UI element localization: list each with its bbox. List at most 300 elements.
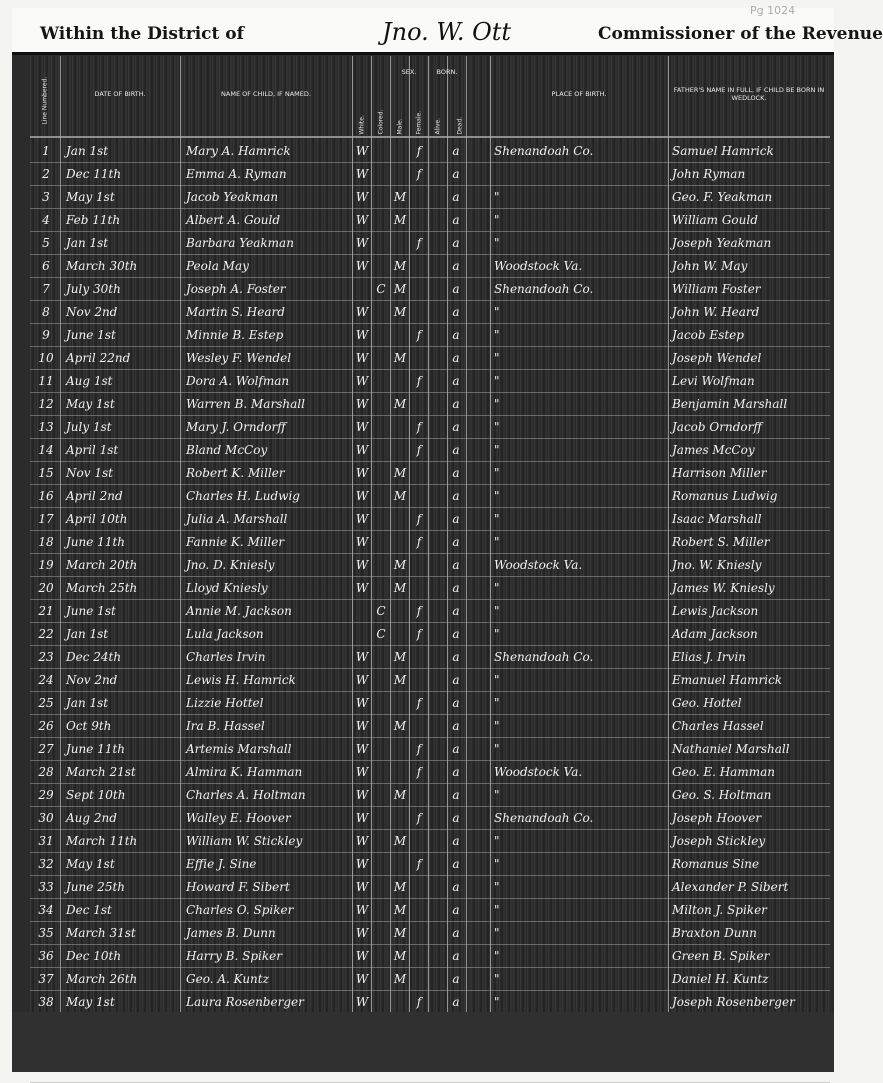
child-name: Bland McCoy: [186, 443, 268, 457]
line-number: 31: [38, 834, 54, 848]
alive-mark: a: [452, 903, 460, 917]
date-of-birth: June 11th: [66, 742, 126, 756]
table-row: [30, 485, 830, 508]
female-mark: f: [416, 696, 422, 710]
father-name-header: FATHER'S NAME IN FULL, IF CHILD BE BORN IN WEDLOCK.: [673, 86, 825, 102]
date-of-birth: June 1st: [66, 328, 116, 342]
father-name: Samuel Hamrick: [672, 144, 774, 158]
father-name: Benjamin Marshall: [672, 397, 788, 411]
child-name: Martin S. Heard: [186, 305, 285, 319]
alive-mark: a: [452, 167, 460, 181]
white-mark: W: [355, 788, 369, 802]
colored-header: Colored.: [377, 109, 385, 135]
place-of-birth: ": [494, 420, 500, 434]
date-of-birth: Feb 11th: [66, 213, 121, 227]
table-row: [30, 853, 830, 876]
date-of-birth: Sept 10th: [66, 788, 126, 802]
child-name: Geo. A. Kuntz: [186, 972, 269, 986]
male-mark: M: [393, 259, 407, 273]
female-mark: f: [416, 627, 422, 641]
male-mark: M: [393, 466, 407, 480]
dead-header: Dead.: [456, 116, 464, 135]
child-name: Harry B. Spiker: [186, 949, 282, 963]
place-of-birth: Shenandoah Co.: [494, 811, 594, 825]
place-of-birth: ": [494, 604, 500, 618]
alive-mark: a: [452, 673, 460, 687]
father-name: James W. Kniesly: [672, 581, 775, 595]
line-number: 30: [38, 811, 54, 825]
male-mark: M: [393, 489, 407, 503]
father-name: Robert S. Miller: [672, 535, 770, 549]
father-name: Joseph Rosenberger: [672, 995, 795, 1009]
father-name: Geo. S. Holtman: [672, 788, 772, 802]
child-name: Mary A. Hamrick: [186, 144, 291, 158]
line-number: 24: [38, 673, 54, 687]
place-of-birth: ": [494, 581, 500, 595]
line-number: 9: [42, 328, 50, 342]
child-name: Jacob Yeakman: [186, 190, 279, 204]
male-mark: M: [393, 397, 407, 411]
male-mark: M: [393, 673, 407, 687]
alive-mark: a: [452, 765, 460, 779]
line-number: 22: [38, 627, 54, 641]
child-name: Artemis Marshall: [186, 742, 292, 756]
child-name: Howard F. Sibert: [186, 880, 290, 894]
date-of-birth: Nov 1st: [66, 466, 113, 480]
table-row: [30, 209, 830, 232]
white-mark: W: [355, 466, 369, 480]
date-of-birth: Aug 1st: [66, 374, 113, 388]
male-mark: M: [393, 190, 407, 204]
date-of-birth: Jan 1st: [66, 144, 109, 158]
place-of-birth: Woodstock Va.: [494, 259, 583, 273]
white-mark: W: [355, 742, 369, 756]
child-name: Julia A. Marshall: [186, 512, 288, 526]
date-of-birth: Jan 1st: [66, 696, 109, 710]
female-mark: f: [416, 167, 422, 181]
father-name: Jacob Orndorff: [672, 420, 762, 434]
place-of-birth: ": [494, 535, 500, 549]
father-name: Geo. Hottel: [672, 696, 742, 710]
table-row: [30, 439, 830, 462]
father-name: Levi Wolfman: [672, 374, 755, 388]
date-of-birth: Jan 1st: [66, 236, 109, 250]
father-name: Daniel H. Kuntz: [672, 972, 769, 986]
child-name: Albert A. Gould: [186, 213, 281, 227]
table-row: [30, 830, 830, 853]
father-name: Elias J. Irvin: [672, 650, 746, 664]
child-name: Charles Irvin: [186, 650, 266, 664]
female-mark: f: [416, 857, 422, 871]
table-row: [30, 324, 830, 347]
father-name: Braxton Dunn: [672, 926, 757, 940]
date-of-birth: March 21st: [66, 765, 136, 779]
place-of-birth: ": [494, 512, 500, 526]
female-mark: f: [416, 811, 422, 825]
line-number: 12: [38, 397, 54, 411]
place-of-birth: ": [494, 627, 500, 641]
place-of-birth: ": [494, 788, 500, 802]
table-row: [30, 278, 830, 301]
place-of-birth: ": [494, 236, 500, 250]
child-name: Charles O. Spiker: [186, 903, 294, 917]
table-row: [30, 393, 830, 416]
date-of-birth: Dec 11th: [66, 167, 122, 181]
male-mark: M: [393, 880, 407, 894]
date-of-birth: Dec 10th: [66, 949, 122, 963]
table-row: [30, 531, 830, 554]
line-number: 20: [38, 581, 54, 595]
child-name: Dora A. Wolfman: [186, 374, 290, 388]
father-name: John W. May: [672, 259, 748, 273]
white-mark: W: [355, 443, 369, 457]
father-name: Milton J. Spiker: [672, 903, 767, 917]
alive-mark: a: [452, 374, 460, 388]
white-mark: W: [355, 259, 369, 273]
child-name: Lewis H. Hamrick: [186, 673, 296, 687]
table-row: [30, 232, 830, 255]
colored-mark: C: [376, 282, 386, 296]
female-mark: f: [416, 420, 422, 434]
child-name: Wesley F. Wendel: [186, 351, 292, 365]
date-of-birth: June 1st: [66, 604, 116, 618]
line-number: 7: [42, 282, 50, 296]
alive-mark: a: [452, 558, 460, 572]
white-mark: W: [355, 535, 369, 549]
alive-mark: a: [452, 857, 460, 871]
place-of-birth: ": [494, 213, 500, 227]
line-number: 28: [38, 765, 54, 779]
line-number: 6: [42, 259, 50, 273]
date-of-birth: April 2nd: [66, 489, 123, 503]
table-row: [30, 255, 830, 278]
line-number: 27: [38, 742, 54, 756]
date-of-birth: Nov 2nd: [66, 673, 118, 687]
date-of-birth: March 25th: [66, 581, 138, 595]
table-row: [30, 646, 830, 669]
alive-mark: a: [452, 834, 460, 848]
white-mark: W: [355, 420, 369, 434]
date-of-birth: March 20th: [66, 558, 138, 572]
child-name: Peola May: [186, 259, 249, 273]
table-row: [30, 508, 830, 531]
alive-mark: a: [452, 972, 460, 986]
table-row: [30, 922, 830, 945]
table-row: [30, 968, 830, 991]
child-name: Lula Jackson: [186, 627, 264, 641]
alive-mark: a: [452, 144, 460, 158]
line-number: 2: [42, 167, 50, 181]
child-name: Annie M. Jackson: [186, 604, 292, 618]
child-name: Charles A. Holtman: [186, 788, 306, 802]
father-name: Nathaniel Marshall: [672, 742, 790, 756]
child-name: Fannie K. Miller: [186, 535, 285, 549]
child-name: Effie J. Sine: [186, 857, 257, 871]
line-number: 36: [38, 949, 54, 963]
date-of-birth: July 1st: [66, 420, 112, 434]
alive-mark: a: [452, 259, 460, 273]
place-of-birth: ": [494, 443, 500, 457]
line-number: 4: [42, 213, 50, 227]
date-of-birth: May 1st: [66, 857, 115, 871]
child-name: Ira B. Hassel: [186, 719, 265, 733]
alive-mark: a: [452, 466, 460, 480]
table-row: [30, 784, 830, 807]
alive-mark: a: [452, 742, 460, 756]
father-name: Isaac Marshall: [672, 512, 762, 526]
child-name: Lloyd Kniesly: [186, 581, 268, 595]
born-header: BORN.: [436, 68, 458, 76]
female-mark: f: [416, 512, 422, 526]
father-name: John W. Heard: [672, 305, 760, 319]
female-mark: f: [416, 765, 422, 779]
date-of-birth: Dec 1st: [66, 903, 112, 917]
line-number: 21: [38, 604, 54, 618]
male-mark: M: [393, 972, 407, 986]
white-mark: W: [355, 903, 369, 917]
line-number: 23: [38, 650, 54, 664]
place-of-birth: ": [494, 305, 500, 319]
father-name: Charles Hassel: [672, 719, 764, 733]
line-number: 1: [42, 144, 50, 158]
alive-mark: a: [452, 535, 460, 549]
table-row: [30, 163, 830, 186]
place-of-birth: Shenandoah Co.: [494, 282, 594, 296]
table-row: [30, 692, 830, 715]
place-of-birth: ": [494, 834, 500, 848]
father-name: Lewis Jackson: [672, 604, 759, 618]
line-number: 29: [38, 788, 54, 802]
child-name: Lizzie Hottel: [186, 696, 264, 710]
male-mark: M: [393, 903, 407, 917]
place-of-birth: ": [494, 351, 500, 365]
alive-mark: a: [452, 397, 460, 411]
table-row: [30, 186, 830, 209]
date-of-birth: March 11th: [66, 834, 138, 848]
white-mark: W: [355, 696, 369, 710]
line-number: 8: [42, 305, 50, 319]
male-mark: M: [393, 949, 407, 963]
white-mark: W: [355, 144, 369, 158]
alive-mark: a: [452, 351, 460, 365]
table-row: [30, 945, 830, 968]
female-mark: f: [416, 535, 422, 549]
place-of-birth: ": [494, 949, 500, 963]
corner-note: Pg 1024: [750, 4, 796, 17]
father-name: William Gould: [672, 213, 758, 227]
male-mark: M: [393, 351, 407, 365]
father-name: Joseph Stickley: [672, 834, 766, 848]
place-of-birth: ": [494, 857, 500, 871]
white-mark: W: [355, 834, 369, 848]
date-of-birth: June 11th: [66, 535, 126, 549]
top-rule: [12, 52, 834, 55]
alive-header: Alive.: [434, 117, 442, 135]
male-mark: M: [393, 305, 407, 319]
table-row: [30, 738, 830, 761]
white-mark: W: [355, 397, 369, 411]
white-mark: W: [355, 190, 369, 204]
white-mark: W: [355, 719, 369, 733]
white-mark: W: [355, 765, 369, 779]
date-of-birth: April 1st: [66, 443, 119, 457]
place-of-birth: ": [494, 489, 500, 503]
line-number: 3: [42, 190, 50, 204]
place-of-birth: ": [494, 328, 500, 342]
child-name: Barbara Yeakman: [186, 236, 294, 250]
female-mark: f: [416, 144, 422, 158]
father-name: Green B. Spiker: [672, 949, 770, 963]
white-mark: W: [355, 305, 369, 319]
alive-mark: a: [452, 949, 460, 963]
alive-mark: a: [452, 926, 460, 940]
male-mark: M: [393, 213, 407, 227]
line-number: 37: [38, 972, 54, 986]
white-mark: W: [355, 811, 369, 825]
child-name: Joseph A. Foster: [186, 282, 286, 296]
child-name: Minnie B. Estep: [186, 328, 284, 342]
place-of-birth-header: PLACE OF BIRTH.: [551, 90, 607, 98]
white-mark: W: [355, 236, 369, 250]
white-mark: W: [355, 926, 369, 940]
child-name: William W. Stickley: [186, 834, 303, 848]
female-mark: f: [416, 742, 422, 756]
white-mark: W: [355, 328, 369, 342]
alive-mark: a: [452, 788, 460, 802]
white-mark: W: [355, 489, 369, 503]
line-number: 34: [38, 903, 54, 917]
date-of-birth: April 10th: [66, 512, 128, 526]
white-mark: W: [355, 581, 369, 595]
alive-mark: a: [452, 305, 460, 319]
table-row: [30, 807, 830, 830]
table-row: [30, 554, 830, 577]
district-label: Within the District of: [40, 24, 244, 44]
father-name: Harrison Miller: [672, 466, 767, 480]
table-row: [30, 416, 830, 439]
female-mark: f: [416, 328, 422, 342]
alive-mark: a: [452, 512, 460, 526]
place-of-birth: ": [494, 696, 500, 710]
male-header: Male.: [396, 118, 404, 135]
white-mark: W: [355, 512, 369, 526]
line-number: 35: [38, 926, 54, 940]
line-number: 26: [38, 719, 54, 733]
place-of-birth: ": [494, 397, 500, 411]
table-row: [30, 715, 830, 738]
male-mark: M: [393, 581, 407, 595]
male-mark: M: [393, 558, 407, 572]
table-row: [30, 623, 830, 646]
date-of-birth: Oct 9th: [66, 719, 112, 733]
date-of-birth: Nov 2nd: [66, 305, 118, 319]
father-name: Romanus Ludwig: [672, 489, 778, 503]
date-of-birth: March 26th: [66, 972, 138, 986]
place-of-birth: ": [494, 880, 500, 894]
white-mark: W: [355, 880, 369, 894]
line-number: 16: [38, 489, 54, 503]
father-name: Joseph Yeakman: [672, 236, 772, 250]
page-header-band: [12, 4, 883, 52]
date-of-birth: June 25th: [66, 880, 126, 894]
child-name: Charles H. Ludwig: [186, 489, 300, 503]
father-name: Jno. W. Kniesly: [672, 558, 762, 572]
date-of-birth: May 1st: [66, 190, 115, 204]
female-mark: f: [416, 374, 422, 388]
white-header: White.: [358, 115, 366, 135]
child-name-header: NAME OF CHILD, IF NAMED.: [221, 90, 311, 98]
date-of-birth: Aug 2nd: [66, 811, 117, 825]
female-header: Female.: [415, 110, 423, 135]
alive-mark: a: [452, 995, 460, 1009]
line-number-header: Line Numbered.: [41, 76, 49, 125]
commissioner-label: Commissioner of the Revenue: [598, 24, 883, 44]
line-number: 13: [38, 420, 54, 434]
colored-mark: C: [376, 604, 386, 618]
male-mark: M: [393, 834, 407, 848]
table-row: [30, 347, 830, 370]
white-mark: W: [355, 673, 369, 687]
child-name: Emma A. Ryman: [186, 167, 287, 181]
place-of-birth: ": [494, 903, 500, 917]
table-row: [30, 899, 830, 922]
father-name: Jacob Estep: [672, 328, 744, 342]
date-of-birth: Jan 1st: [66, 627, 109, 641]
line-number: 32: [38, 857, 54, 871]
alive-mark: a: [452, 719, 460, 733]
white-mark: W: [355, 558, 369, 572]
table-row: [30, 600, 830, 623]
child-name: Laura Rosenberger: [186, 995, 304, 1009]
place-of-birth: ": [494, 972, 500, 986]
table-row: [30, 462, 830, 485]
place-of-birth: ": [494, 466, 500, 480]
sex-header: SEX.: [401, 68, 417, 76]
female-mark: f: [416, 443, 422, 457]
alive-mark: a: [452, 627, 460, 641]
table-row: [30, 991, 830, 1014]
female-mark: f: [416, 995, 422, 1009]
father-name: William Foster: [672, 282, 761, 296]
date-of-birth: May 1st: [66, 397, 115, 411]
white-mark: W: [355, 650, 369, 664]
alive-mark: a: [452, 880, 460, 894]
place-of-birth: ": [494, 719, 500, 733]
male-mark: M: [393, 282, 407, 296]
white-mark: W: [355, 857, 369, 871]
white-mark: W: [355, 351, 369, 365]
page-footer-band: [12, 1012, 834, 1072]
date-of-birth: July 30th: [66, 282, 121, 296]
birth-register-table: [30, 56, 830, 1012]
father-name: Alexander P. Sibert: [672, 880, 789, 894]
father-name: Geo. F. Yeakman: [672, 190, 773, 204]
line-number: 38: [38, 995, 54, 1009]
place-of-birth: ": [494, 995, 500, 1009]
line-number: 25: [38, 696, 54, 710]
date-of-birth: May 1st: [66, 995, 115, 1009]
alive-mark: a: [452, 328, 460, 342]
place-of-birth: Shenandoah Co.: [494, 144, 594, 158]
date-of-birth: April 22nd: [66, 351, 131, 365]
father-name: Geo. E. Hamman: [672, 765, 775, 779]
place-of-birth: ": [494, 190, 500, 204]
alive-mark: a: [452, 604, 460, 618]
date-of-birth-header: DATE OF BIRTH.: [94, 90, 146, 98]
table-row: [30, 301, 830, 324]
line-number: 33: [38, 880, 54, 894]
line-number: 10: [38, 351, 54, 365]
